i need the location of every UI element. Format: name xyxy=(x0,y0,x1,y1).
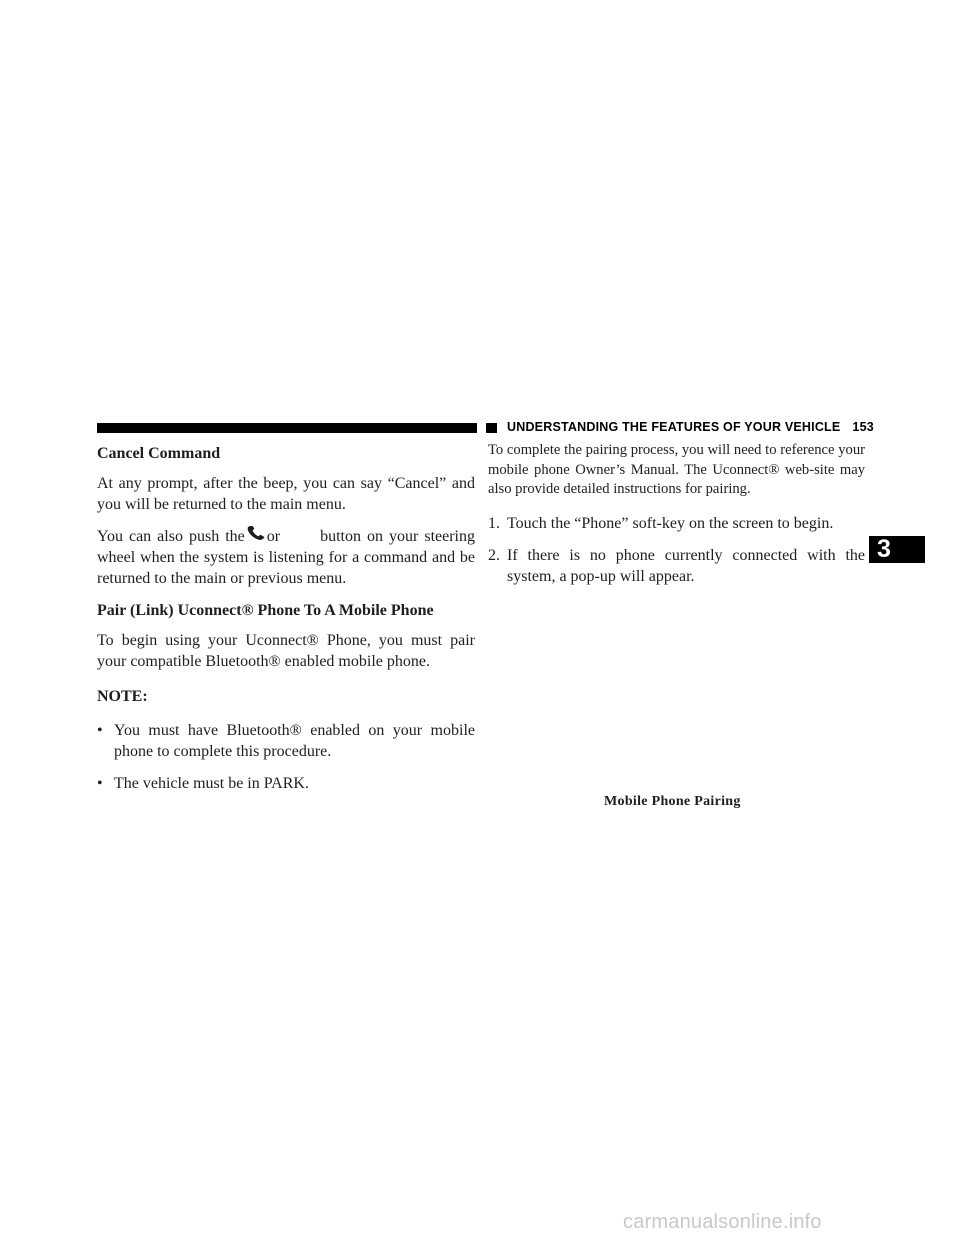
header-title: UNDERSTANDING THE FEATURES OF YOUR VEHICLE xyxy=(507,420,841,434)
section-number: 3 xyxy=(877,535,891,563)
push-before-text: You can also push the xyxy=(97,528,245,545)
pairing-intro: To complete the pairing process, you will need to reference your mobile phone Owner’s Manual. The Uconnect® web-site may also provide detailed instructions for pairing. xyxy=(488,442,865,497)
header-rule xyxy=(97,423,477,433)
note-label: NOTE: xyxy=(97,688,148,705)
step-number: 1. xyxy=(488,514,500,532)
bullet-marker: • xyxy=(97,722,103,739)
figure-caption: Mobile Phone Pairing xyxy=(604,794,741,809)
bullet-text: You must have Bluetooth® enabled on your mobile phone to complete this procedure. xyxy=(114,722,475,760)
push-button-paragraph xyxy=(97,526,475,589)
step-text: Touch the “Phone” soft-key on the screen to begin. xyxy=(507,514,834,532)
right-column xyxy=(488,441,865,587)
section-tab xyxy=(869,536,925,563)
bullet-text: The vehicle must be in PARK. xyxy=(114,775,309,792)
cancel-paragraph: At any prompt, after the beep, you can say “Cancel” and you will be returned to the main menu. xyxy=(97,475,475,513)
watermark: carmanualsonline.info xyxy=(623,1211,822,1233)
pair-paragraph: To begin using your Uconnect® Phone, you must pair your compatible Bluetooth® enabled mobile phone. xyxy=(97,632,475,670)
left-column xyxy=(97,443,475,794)
bullet-marker: • xyxy=(97,775,103,792)
bullet-item xyxy=(97,720,475,762)
bullet-item xyxy=(97,773,475,794)
push-after-text: button on your steering wheel when the system is listening for a command and be returned to the main or previous menu. xyxy=(97,528,476,587)
step-number: 2. xyxy=(488,546,500,564)
header-marker xyxy=(486,423,497,433)
running-header xyxy=(507,420,874,434)
pair-heading: Pair (Link) Uconnect® Phone To A Mobile Phone xyxy=(97,602,434,619)
step-text: If there is no phone currently connected with the system, a pop-up will appear. xyxy=(507,546,865,585)
numbered-step xyxy=(488,513,865,534)
page-number: 153 xyxy=(852,420,874,434)
phone-icon xyxy=(245,526,267,542)
cancel-command-heading: Cancel Command xyxy=(97,445,221,462)
numbered-step xyxy=(488,545,865,587)
push-or-text: or xyxy=(266,528,281,545)
